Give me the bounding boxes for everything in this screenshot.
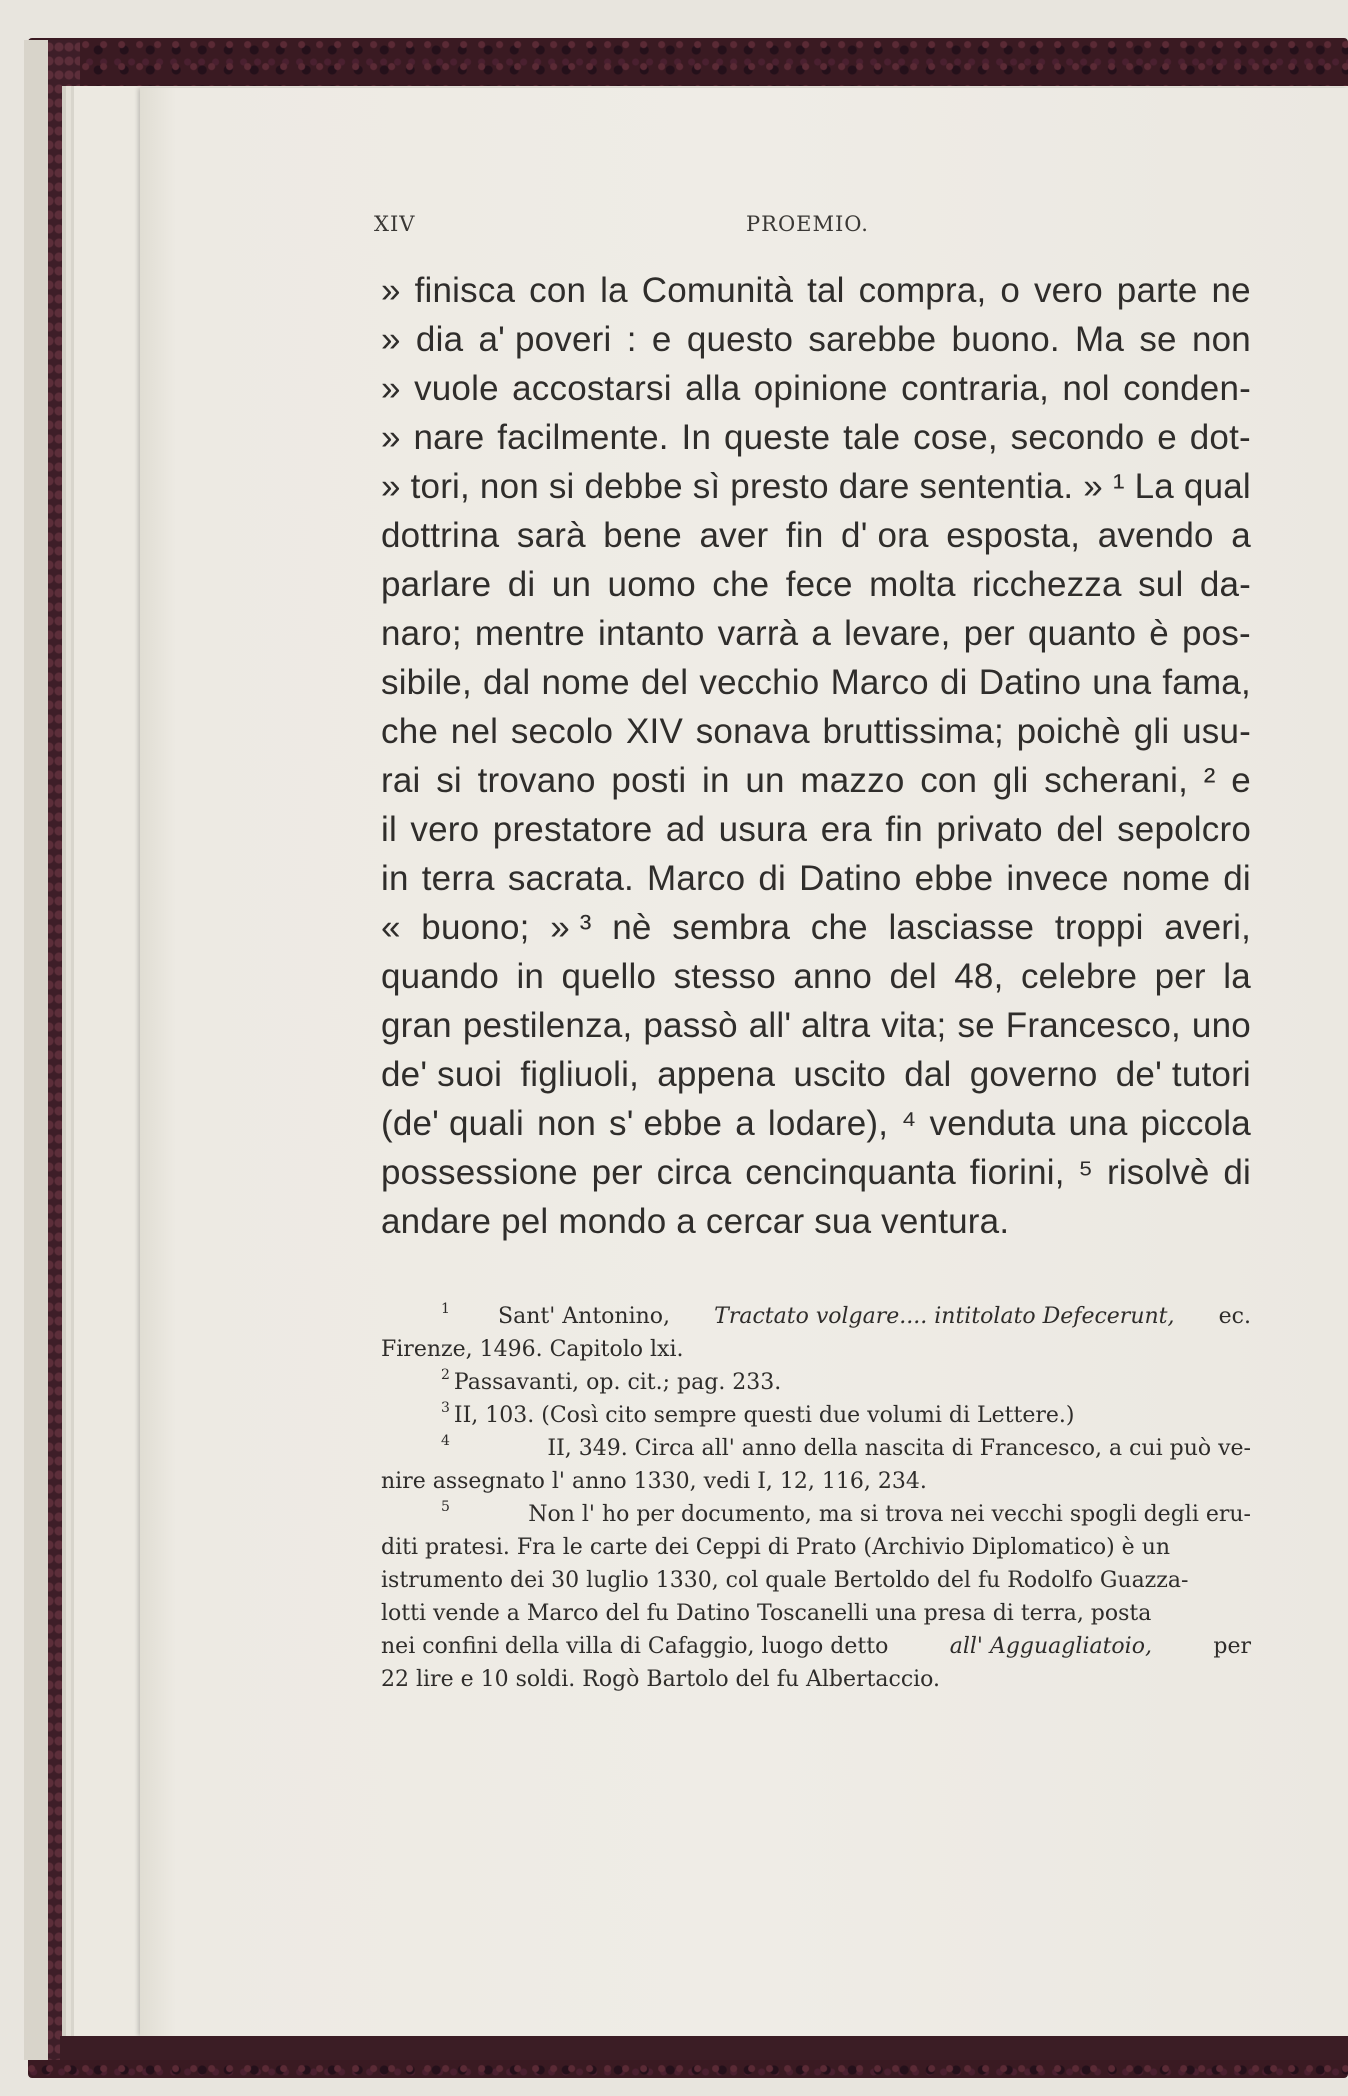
text-word: parte	[1116, 271, 1198, 310]
text-word: andare pel mondo a cercar sua ventura.	[381, 1202, 1010, 1241]
text-word: Ma	[1075, 320, 1125, 359]
text-word: privato	[936, 810, 1043, 849]
text-word: se	[957, 1006, 995, 1045]
text-word: avendo	[1097, 516, 1214, 555]
text-word: naro;	[381, 614, 462, 653]
text-word: dot-	[1189, 418, 1251, 457]
text-word: appena	[657, 1055, 776, 1094]
text-word: mentre	[474, 614, 585, 653]
footnote-line	[381, 1663, 1251, 1696]
text-word: scherani,	[1044, 761, 1189, 800]
text-word: lodare),	[767, 1104, 889, 1143]
text-word: terra	[421, 859, 495, 898]
footnote-line	[381, 1333, 1251, 1366]
text-word: sepolcro	[1117, 810, 1251, 849]
text-word: anno	[793, 957, 873, 996]
text-word: di	[1223, 1153, 1251, 1192]
text-word: nome	[1121, 859, 1211, 898]
footnote-line	[381, 1399, 1251, 1432]
text-word: risolvè	[1106, 1153, 1210, 1192]
text-word: passò	[643, 1006, 738, 1045]
footnote-number: 2	[441, 1367, 450, 1383]
text-word: tal	[807, 271, 845, 310]
text-word: intanto	[598, 614, 705, 653]
text-word: trovano	[477, 761, 596, 800]
text-word: cencinquanta	[745, 1153, 956, 1192]
text-word: «	[381, 908, 401, 947]
footnote-text: Passavanti, op. cit.; pag. 233.	[453, 1370, 782, 1395]
footnote-text: 22 lire e 10 soldi. Rogò Bartolo del fu Albertaccio.	[381, 1667, 941, 1692]
text-word: o	[1000, 271, 1021, 310]
footnote-text: diti pratesi. Fra le carte dei Ceppi di Prato (Archivio Diplomatico) è un	[381, 1535, 1171, 1560]
text-word: buono;	[421, 908, 530, 947]
text-word: fece	[785, 565, 853, 604]
text-word: poichè	[1016, 712, 1121, 751]
text-word: che	[381, 712, 439, 751]
footnote-line	[381, 1630, 1251, 1663]
text-word: contraria,	[901, 369, 1050, 408]
text-word: »	[381, 271, 401, 310]
text-word: per	[1154, 957, 1206, 996]
footnote-line	[381, 1366, 1251, 1399]
text-word: fin	[785, 516, 824, 555]
text-word: parlare	[381, 565, 492, 604]
text-word: possessione	[381, 1153, 578, 1192]
text-word: che	[810, 908, 868, 947]
text-word: del	[640, 663, 689, 702]
text-word: ²	[1203, 761, 1216, 800]
text-word: sembra	[672, 908, 791, 947]
text-word: gli	[1133, 712, 1170, 751]
text-word: di	[507, 565, 536, 604]
text-word: ebbe	[914, 859, 994, 898]
footnote-text: Sant' Antonino,	[498, 1304, 671, 1329]
text-word: mazzo	[800, 761, 905, 800]
text-word: questo	[686, 320, 794, 359]
text-word: »	[381, 418, 401, 457]
text-word: La	[1134, 467, 1174, 506]
text-word: e	[651, 320, 672, 359]
footnote-line	[381, 1531, 1251, 1564]
footnote-italic-text: all' Agguagliatoio,	[949, 1634, 1152, 1659]
text-word: non	[1191, 320, 1251, 359]
text-line	[381, 1001, 1251, 1050]
text-word: stesso	[673, 957, 776, 996]
text-word: a	[1231, 516, 1251, 555]
text-word: del	[889, 957, 937, 996]
page-number: XIV	[374, 212, 416, 236]
text-word: dal	[904, 1055, 952, 1094]
text-line	[381, 462, 1251, 511]
text-word: nol	[1062, 369, 1110, 408]
text-word: vecchio	[699, 663, 820, 702]
text-word: »	[381, 467, 401, 506]
text-word: in	[516, 957, 545, 996]
text-word: 48,	[954, 957, 1004, 996]
text-word: era	[820, 810, 872, 849]
footnote-number: 3	[441, 1400, 450, 1416]
text-word: »	[381, 369, 401, 408]
text-word: XIV	[625, 712, 683, 751]
text-word: il	[381, 810, 397, 849]
text-word: con	[529, 271, 587, 310]
text-word: in	[702, 761, 730, 800]
text-line	[381, 854, 1251, 903]
text-word: buono.	[951, 320, 1060, 359]
text-word: per	[963, 614, 1015, 653]
text-word: sarebbe	[808, 320, 937, 359]
text-word: pestilenza,	[462, 1006, 633, 1045]
text-word: »	[381, 320, 401, 359]
text-word: in	[381, 859, 409, 898]
text-word: averi,	[1164, 908, 1251, 947]
text-word: Marco	[830, 663, 929, 702]
footnote-text: lotti vende a Marco del fu Datino Toscanelli una presa di terra, posta	[381, 1601, 1152, 1626]
footnote-number: 4	[441, 1433, 450, 1449]
text-line	[381, 903, 1251, 952]
text-word: tale	[843, 418, 901, 457]
text-word: troppi	[1054, 908, 1144, 947]
text-word: sonava	[695, 712, 810, 751]
text-word: si	[548, 467, 575, 506]
text-word: dottrina	[381, 516, 500, 555]
text-word: è	[1149, 614, 1169, 653]
text-word: ⁵	[1078, 1153, 1094, 1192]
text-word: e	[1231, 761, 1251, 800]
text-word: ricchezza	[972, 565, 1122, 604]
text-word: (de' quali	[381, 1104, 524, 1143]
book-bottom-edge	[60, 2036, 1348, 2060]
text-word: uomo	[607, 565, 696, 604]
text-word: secondo	[1010, 418, 1145, 457]
footnote-line	[381, 1597, 1251, 1630]
text-word: levare,	[844, 614, 951, 653]
text-word: a' poveri	[478, 320, 612, 359]
text-word: sì	[692, 467, 721, 506]
text-word: piccola	[1140, 1104, 1251, 1143]
text-line	[381, 658, 1251, 707]
text-word: varrà	[717, 614, 799, 653]
text-word: vero	[410, 810, 480, 849]
text-word: facilmente.	[497, 418, 669, 457]
footnotes	[381, 1300, 1251, 1696]
text-word: Francesco,	[1005, 1006, 1181, 1045]
text-word: la	[1223, 957, 1251, 996]
text-word: opinione	[753, 369, 888, 408]
text-word: sarà	[516, 516, 586, 555]
text-word: nè	[612, 908, 652, 947]
text-word: non	[536, 1104, 596, 1143]
text-word: debbe	[584, 467, 683, 506]
text-word: aver	[699, 516, 769, 555]
footnote-text: istrumento dei 30 luglio 1330, col quale Bertoldo del fu Rodolfo Guazza-	[381, 1568, 1189, 1593]
footnote-text: per	[1213, 1634, 1251, 1659]
text-word: se	[1139, 320, 1177, 359]
text-line	[381, 805, 1251, 854]
text-word: d' ora	[841, 516, 929, 555]
text-word: la	[600, 271, 628, 310]
text-word: de' suoi	[381, 1055, 503, 1094]
text-word: compra,	[858, 271, 987, 310]
text-word: Marco	[647, 859, 746, 898]
text-word: bruttissima;	[822, 712, 1004, 751]
text-line	[381, 707, 1251, 756]
running-head	[374, 212, 876, 242]
footnote-line	[381, 1300, 1251, 1333]
text-word: vuole	[414, 369, 499, 408]
text-word: qual	[1183, 467, 1251, 506]
footnote-text: nei confini della villa di Cafaggio, luogo detto	[381, 1634, 889, 1659]
text-word: un	[745, 761, 785, 800]
text-line	[381, 609, 1251, 658]
text-word: posti	[611, 761, 687, 800]
book-spine-edge	[24, 40, 80, 2060]
text-word: si	[436, 761, 462, 800]
running-head-title: PROEMIO.	[746, 212, 869, 236]
text-word: Datino	[978, 663, 1082, 702]
text-line	[381, 315, 1251, 364]
text-word: dia	[415, 320, 464, 359]
text-word: sententia.	[919, 467, 1074, 506]
text-word: esposta,	[946, 516, 1081, 555]
text-word: » ¹	[1083, 467, 1125, 506]
footnote-text: ec.	[1218, 1304, 1251, 1329]
text-word: governo	[969, 1055, 1098, 1094]
text-word: per	[591, 1153, 643, 1192]
text-word: nome	[541, 663, 630, 702]
footnote-text: nire assegnato l' anno 1330, vedi I, 12, 116, 234.	[381, 1469, 927, 1494]
text-word: Datino	[799, 859, 902, 898]
footnote-number: 5	[441, 1499, 450, 1515]
text-line	[381, 1099, 1251, 1148]
text-line	[381, 1197, 1251, 1246]
main-text	[381, 266, 1251, 1246]
text-word: rai	[381, 761, 421, 800]
text-word: non	[479, 467, 539, 506]
text-word: tori,	[410, 467, 470, 506]
text-word: presto	[730, 467, 829, 506]
footnote-text: II, 103. (Così cito sempre questi due volumi di Lettere.)	[453, 1403, 1075, 1428]
text-word: venduta	[929, 1104, 1056, 1143]
text-word: una	[1068, 1104, 1128, 1143]
text-line	[381, 952, 1251, 1001]
footnote-text: Firenze, 1496. Capitolo lxi.	[381, 1337, 684, 1362]
footnote-text: Non l' ho per documento, ma si trova nei vecchi spogli degli eru-	[528, 1502, 1251, 1527]
text-word: Comunità	[641, 271, 794, 310]
text-word: vita;	[881, 1006, 947, 1045]
text-word: ad	[665, 810, 706, 849]
text-word: vero	[1033, 271, 1103, 310]
text-word: s' ebbe	[609, 1104, 723, 1143]
footnote-number: 1	[441, 1301, 450, 1317]
text-word: sibile,	[381, 663, 472, 702]
text-word: di	[939, 663, 968, 702]
text-word: usu-	[1182, 712, 1251, 751]
text-word: bene	[603, 516, 682, 555]
footnote-text: II, 349. Circa all' anno della nascita di Francesco, a cui può ve-	[547, 1436, 1251, 1461]
text-word: di	[1223, 859, 1251, 898]
text-word: :	[626, 320, 637, 359]
text-word: sul	[1138, 565, 1184, 604]
text-word: cose,	[913, 418, 998, 457]
text-word: una	[1092, 663, 1152, 702]
text-word: usura	[718, 810, 808, 849]
text-word: uscito	[793, 1055, 887, 1094]
text-line	[381, 1148, 1251, 1197]
text-word: da-	[1199, 565, 1251, 604]
text-word: circa	[656, 1153, 732, 1192]
text-word: fin	[885, 810, 923, 849]
text-word: alla	[685, 369, 741, 408]
text-word: pos-	[1181, 614, 1251, 653]
text-word: con	[920, 761, 978, 800]
text-word: secolo	[510, 712, 614, 751]
text-word: de' tutori	[1115, 1055, 1251, 1094]
text-line	[381, 1050, 1251, 1099]
text-word: nare	[413, 418, 485, 457]
text-word: figliuoli,	[520, 1055, 640, 1094]
footnote-italic-text: Tractato volgare.... intitolato Defecerunt,	[714, 1304, 1175, 1329]
text-word: ⁴	[901, 1104, 917, 1143]
footnote-line	[381, 1498, 1251, 1531]
text-word: prestatore	[492, 810, 653, 849]
text-word: finisca	[414, 271, 516, 310]
text-word: In	[681, 418, 712, 457]
text-word: quando	[381, 957, 499, 996]
text-word: » ³	[550, 908, 592, 947]
text-word: celebre	[1020, 957, 1138, 996]
text-line	[381, 364, 1251, 413]
text-word: a	[811, 614, 832, 653]
text-word: sacrata.	[507, 859, 634, 898]
text-word: dal	[483, 663, 531, 702]
text-word: gli	[992, 761, 1029, 800]
text-line	[381, 560, 1251, 609]
text-word: e	[1157, 418, 1177, 457]
text-word: fiorini,	[969, 1153, 1065, 1192]
text-word: invece	[1006, 859, 1109, 898]
text-word: dare	[838, 467, 910, 506]
text-line	[381, 511, 1251, 560]
footnote-line	[381, 1465, 1251, 1498]
text-word: di	[758, 859, 787, 898]
text-word: nel	[450, 712, 499, 751]
text-word: all' altra	[748, 1006, 871, 1045]
footnote-line	[381, 1432, 1251, 1465]
text-word: del	[1056, 810, 1104, 849]
text-word: molta	[869, 565, 956, 604]
text-word: uno	[1191, 1006, 1251, 1045]
text-word: gran	[381, 1006, 452, 1045]
text-word: queste	[723, 418, 831, 457]
text-word: un	[551, 565, 592, 604]
text-line	[381, 266, 1251, 315]
text-word: quanto	[1027, 614, 1137, 653]
text-word: accostarsi	[512, 369, 672, 408]
text-word: quello	[561, 957, 657, 996]
text-word: ne	[1211, 271, 1251, 310]
text-line	[381, 413, 1251, 462]
text-line	[381, 756, 1251, 805]
text-word: a	[735, 1104, 755, 1143]
text-word: lasciasse	[888, 908, 1035, 947]
text-word: conden-	[1123, 369, 1251, 408]
text-word: fama,	[1162, 663, 1251, 702]
footnote-line	[381, 1564, 1251, 1597]
text-word: che	[712, 565, 770, 604]
